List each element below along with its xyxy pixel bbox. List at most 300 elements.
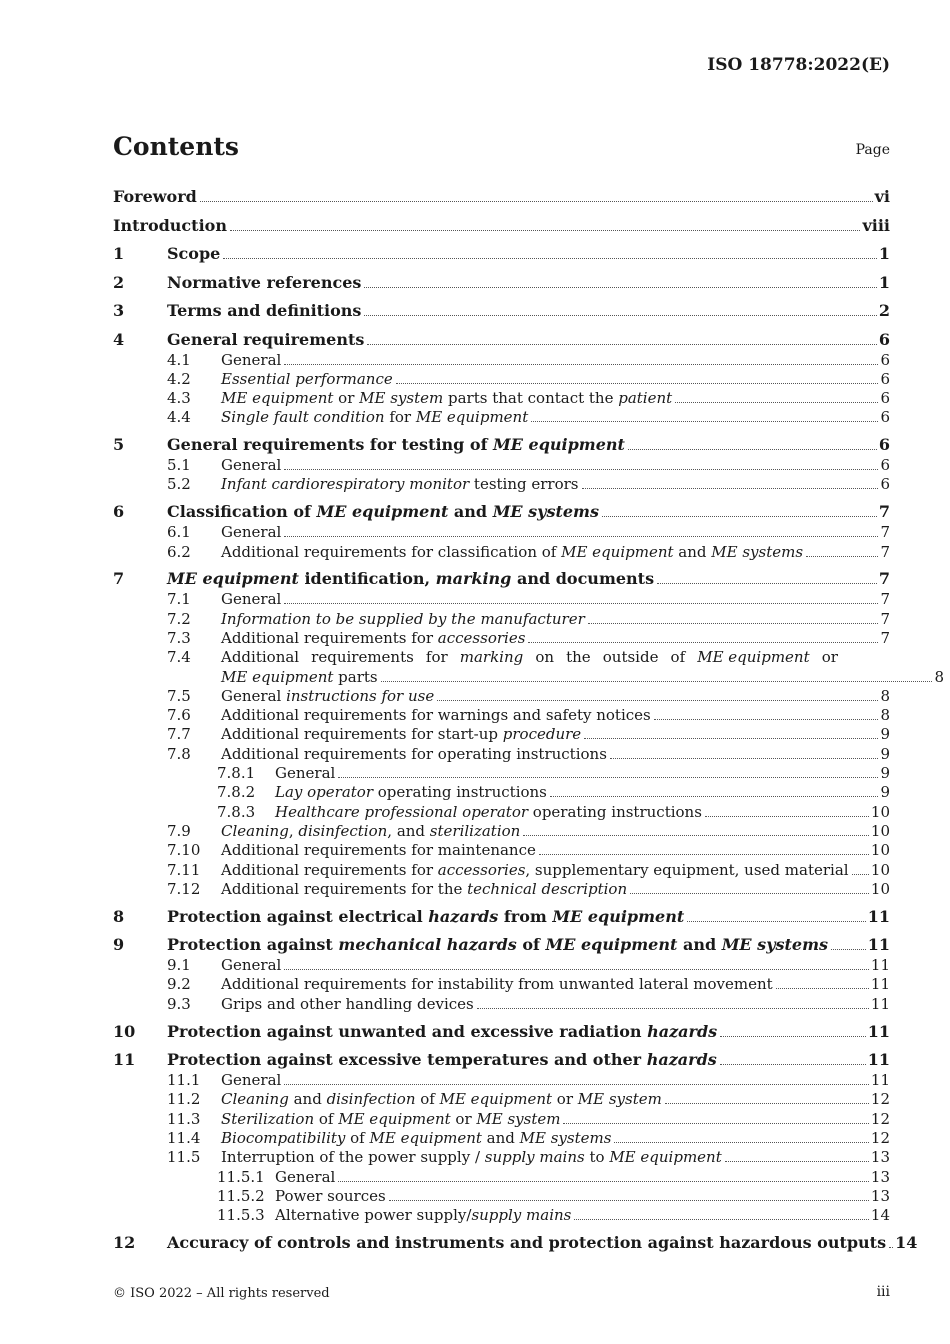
toc-entry-word: Additional	[221, 648, 300, 667]
toc-entry-text: Sterilization	[221, 1109, 315, 1128]
toc-entry-page: 7	[880, 609, 890, 628]
toc-entry[interactable]	[113, 1021, 890, 1043]
toc-entry[interactable]	[113, 803, 890, 822]
toc-entry-text: and	[448, 502, 493, 522]
page-column-label: Page	[855, 142, 890, 158]
toc-entry-page: 7	[878, 502, 890, 522]
toc-entry-number: 7.10	[167, 841, 201, 860]
toc-entry-page: 6	[880, 350, 890, 369]
toc-entry-page: 9	[880, 725, 890, 744]
toc-entry-title	[221, 610, 585, 629]
dot-leader	[657, 583, 877, 584]
dot-leader	[675, 402, 878, 403]
toc-entry-text: patient	[618, 389, 673, 408]
toc-entry-title	[221, 995, 474, 1014]
footer-copyright: © ISO 2022 – All rights reserved	[113, 1286, 330, 1301]
dot-leader	[654, 719, 879, 720]
dot-leader	[687, 921, 865, 922]
toc-entry-number: 1	[113, 244, 125, 263]
toc-entry[interactable]	[113, 568, 890, 590]
toc-entry-page: 11	[870, 956, 890, 975]
toc-entry-text: General	[221, 1071, 282, 1090]
toc-entry-number: 9	[113, 935, 125, 955]
toc-entry-page: 8	[880, 706, 890, 725]
toc-entry[interactable]	[113, 687, 890, 706]
toc-entry-text: operating instructions	[528, 802, 702, 821]
toc-entry-page: 6	[878, 435, 890, 455]
toc-entry-text: Cleaning	[221, 821, 289, 840]
toc-entry-text: Additional requirements for	[221, 860, 438, 879]
toc-entry-title	[221, 523, 281, 542]
toc-entry-number: 5.1	[167, 456, 191, 475]
toc-entry-title	[221, 389, 672, 408]
toc-entry-text: Accuracy of controls and instruments and protection against hazardous outputs	[167, 1232, 887, 1252]
toc-entry-title	[275, 783, 547, 802]
toc-entry-title	[221, 456, 281, 475]
toc-entry-text: mechanical hazards	[338, 935, 517, 955]
toc-entry-text: Classification of	[167, 502, 317, 522]
dot-leader	[389, 1200, 869, 1201]
toc-entry[interactable]	[113, 934, 890, 956]
toc-entry[interactable]	[113, 1090, 890, 1109]
toc-entry-number: 7.4	[167, 648, 191, 667]
dot-leader	[630, 893, 869, 894]
toc-entry-number: 11.5	[167, 1148, 201, 1167]
page-title: Contents	[113, 132, 240, 161]
toc-entry-page: 8	[934, 667, 944, 686]
dot-leader	[588, 623, 879, 624]
dot-leader	[338, 1181, 869, 1182]
toc-entry-text: ME equipment	[167, 569, 299, 589]
toc-entry-title	[167, 434, 625, 456]
toc-entry-title	[167, 272, 361, 294]
toc-entry-number: 11.5.1	[217, 1167, 265, 1186]
toc-entry-title	[275, 803, 702, 822]
toc-entry-title	[221, 351, 281, 370]
toc-entry-page: 1	[878, 272, 890, 292]
dot-leader	[582, 488, 879, 489]
toc-entry-number: 9.2	[167, 975, 191, 994]
toc-entry-page: 9	[880, 744, 890, 763]
toc-entry[interactable]	[113, 475, 890, 494]
toc-entry-text: parts that contact the	[443, 389, 619, 408]
toc-entry-word: for	[425, 648, 448, 667]
toc-entry-number: 7.8	[167, 744, 191, 763]
toc-entry-title	[221, 1148, 722, 1167]
toc-entry-text: and	[481, 1128, 520, 1147]
toc-entry-word: of	[670, 648, 686, 667]
toc-entry-text: Healthcare professional operator	[275, 802, 529, 821]
toc-entry[interactable]	[113, 272, 890, 294]
toc-entry-title	[221, 841, 536, 860]
toc-entry[interactable]	[113, 590, 890, 609]
toc-entry[interactable]	[113, 861, 890, 880]
toc-entry-text: Essential performance	[221, 369, 393, 388]
toc-entry-line	[221, 648, 890, 667]
toc-entry-number: 7.1	[167, 590, 191, 609]
toc-entry[interactable]	[113, 215, 890, 237]
dot-leader	[776, 988, 869, 989]
toc-entry-page: 2	[878, 301, 890, 320]
toc-entry-text: for	[384, 408, 416, 427]
toc-entry-number: 7.3	[167, 628, 191, 647]
toc-entry[interactable]	[113, 1168, 890, 1187]
toc-entry[interactable]	[113, 906, 890, 928]
toc-entry-number: 2	[113, 272, 125, 292]
toc-entry-number: 7	[113, 569, 125, 589]
toc-entry-text: Additional requirements for classification of	[221, 542, 562, 561]
toc-entry-page: 13	[870, 1186, 890, 1205]
toc-entry-number: 7.9	[167, 821, 191, 840]
dot-leader	[610, 758, 879, 759]
toc-entry-number: 7.8.2	[217, 783, 256, 802]
toc-entry[interactable]	[113, 822, 890, 841]
toc-entry-title	[275, 1187, 386, 1206]
toc-entry[interactable]	[113, 1129, 890, 1148]
toc-entry-text: accessories	[437, 628, 526, 647]
dot-leader	[528, 642, 878, 643]
toc-entry-text: General	[221, 590, 282, 609]
toc-entry-page: 1	[878, 244, 890, 263]
toc-entry[interactable]	[113, 880, 890, 899]
toc-entry-title	[221, 543, 803, 562]
toc-entry-text: Biocompatibility	[221, 1128, 346, 1147]
toc-entry-text: Protection against	[167, 935, 339, 955]
table-of-contents	[113, 186, 944, 1254]
dot-leader	[284, 536, 878, 537]
toc-entry-text: Normative references	[167, 272, 362, 292]
toc-entry-title	[167, 243, 220, 265]
toc-entry-number: 11.2	[167, 1090, 201, 1109]
toc-entry-title	[221, 687, 434, 706]
toc-entry[interactable]	[113, 351, 890, 370]
toc-entry-number: 7.5	[167, 686, 191, 705]
toc-entry-text: ME equipment	[609, 1148, 722, 1167]
toc-entry[interactable]	[113, 501, 890, 523]
toc-entry-text: ME systems	[711, 542, 804, 561]
toc-entry-text: ME equipment	[221, 389, 334, 408]
toc-entry[interactable]	[113, 543, 890, 562]
toc-entry-text: operating instructions	[373, 783, 547, 802]
toc-entry-text: accessories	[437, 860, 526, 879]
toc-entry-title	[113, 215, 227, 237]
toc-entry[interactable]	[113, 1071, 890, 1090]
toc-entry-page: vi	[874, 187, 890, 206]
toc-entry-text: instructions for use	[286, 686, 435, 705]
toc-entry-number: 6.2	[167, 542, 191, 561]
toc-entry-word: or	[821, 648, 838, 667]
toc-entry-title	[167, 1021, 717, 1043]
toc-entry-title	[221, 590, 281, 609]
toc-entry-number: 11.5.2	[217, 1186, 265, 1205]
toc-entry-number: 5.2	[167, 475, 191, 494]
dot-leader	[367, 344, 877, 345]
toc-entry[interactable]	[113, 186, 890, 208]
toc-entry-text: ME system	[359, 389, 444, 408]
toc-entry-title	[275, 764, 335, 783]
dot-leader	[200, 201, 873, 202]
toc-entry-text: technical description	[467, 879, 628, 898]
toc-entry-text: ME equipment	[415, 408, 529, 427]
toc-entry-title	[221, 956, 281, 975]
toc-entry-title	[221, 1110, 560, 1129]
dot-leader	[831, 949, 866, 950]
toc-entry[interactable]	[113, 1232, 918, 1254]
toc-entry-page: 11	[867, 935, 890, 955]
toc-entry-text: Additional requirements for instability from unwanted lateral movement	[221, 975, 773, 994]
dot-leader	[477, 1008, 869, 1009]
toc-entry-text: hazards	[647, 1021, 718, 1041]
dot-leader	[284, 1084, 869, 1085]
toc-entry-text: Additional requirements for operating instructions	[221, 744, 607, 763]
toc-entry-number: 8	[113, 906, 125, 926]
toc-entry-text: parts	[333, 667, 378, 686]
dot-leader	[665, 1103, 869, 1104]
toc-entry-number: 12	[113, 1232, 136, 1252]
toc-entry-text: marking	[435, 569, 512, 589]
dot-leader	[284, 969, 869, 970]
dot-leader	[396, 383, 879, 384]
toc-entry[interactable]	[113, 1110, 890, 1129]
toc-entry-text: Foreword	[113, 187, 197, 206]
toc-entry-title	[221, 1090, 662, 1109]
dot-leader	[550, 796, 879, 797]
toc-entry-title	[221, 822, 520, 841]
toc-entry-text: from	[498, 906, 553, 926]
toc-entry-page: 14	[895, 1232, 918, 1252]
toc-entry-page: viii	[862, 215, 890, 235]
dot-leader	[889, 1247, 893, 1248]
toc-entry-title	[221, 975, 773, 994]
toc-entry-number: 4.4	[167, 408, 191, 427]
toc-entry-text: ME systems	[721, 935, 828, 955]
toc-entry-page: 10	[870, 802, 890, 821]
toc-entry[interactable]	[113, 329, 890, 351]
toc-entry-text: , and	[387, 821, 430, 840]
dot-leader	[364, 287, 876, 288]
toc-entry-page: 10	[870, 821, 890, 840]
toc-entry-text: Grips and other handling devices	[221, 994, 474, 1013]
toc-entry[interactable]	[113, 523, 890, 542]
toc-entry-text: Protection against electrical	[167, 906, 429, 926]
toc-entry-number: 6.1	[167, 523, 191, 542]
toc-entry[interactable]	[113, 725, 890, 744]
toc-entry-text: ME systems	[492, 502, 599, 522]
toc-entry-page: 7	[878, 569, 890, 589]
toc-entry-number: 7.6	[167, 706, 191, 725]
toc-entry-title	[167, 568, 654, 590]
toc-entry-number: 5	[113, 435, 125, 455]
toc-entry-title	[221, 370, 393, 389]
dot-leader	[614, 1142, 868, 1143]
toc-entry[interactable]	[113, 243, 890, 265]
dot-leader	[531, 421, 878, 422]
toc-entry-word: marking	[459, 648, 524, 667]
toc-entry-text: ME system	[476, 1109, 561, 1128]
toc-entry-text: of	[314, 1109, 339, 1128]
toc-entry-number: 6	[113, 502, 125, 522]
toc-entry-page: 6	[880, 456, 890, 475]
dot-leader	[381, 681, 933, 682]
toc-entry-number: 9.1	[167, 956, 191, 975]
toc-entry-number: 4	[113, 329, 125, 349]
dot-leader	[628, 449, 877, 450]
dot-leader	[574, 1219, 869, 1220]
toc-entry-number: 7.8.3	[217, 802, 256, 821]
toc-entry-number: 4.1	[167, 350, 191, 369]
toc-entry-page: 7	[880, 523, 890, 542]
toc-entry-title	[167, 934, 828, 956]
toc-entry-text: supply mains	[484, 1148, 585, 1167]
toc-entry-text: and	[288, 1090, 327, 1109]
toc-entry-text: supply mains	[471, 1206, 572, 1225]
toc-entry-text: Information to be supplied by the manufacturer	[221, 609, 585, 628]
toc-entry-page: 11	[867, 1050, 890, 1070]
toc-entry-word: ME equipment	[697, 648, 810, 667]
toc-entry-text: General	[221, 956, 282, 975]
dot-leader	[563, 1123, 868, 1124]
toc-entry-page: 11	[870, 975, 890, 994]
toc-entry[interactable]	[113, 1206, 890, 1225]
toc-entry-text: testing errors	[469, 475, 579, 494]
toc-entry[interactable]	[113, 1049, 890, 1071]
title-row	[113, 132, 890, 166]
toc-entry-number: 7.12	[167, 879, 201, 898]
toc-entry[interactable]	[113, 975, 890, 994]
toc-entry[interactable]	[113, 956, 890, 975]
toc-entry-text: ME equipment	[545, 935, 678, 955]
dot-leader	[725, 1161, 869, 1162]
toc-entry-text: to	[584, 1148, 610, 1167]
toc-entry[interactable]	[113, 456, 890, 475]
toc-entry-text: Additional requirements for the	[221, 879, 468, 898]
dot-leader	[705, 816, 869, 817]
dot-leader	[852, 874, 869, 875]
toc-entry-text: General	[221, 523, 282, 542]
toc-entry-word: requirements	[311, 648, 414, 667]
toc-entry-text: ME system	[577, 1090, 662, 1109]
toc-entry-page: 7	[880, 542, 890, 561]
dot-leader	[364, 315, 876, 316]
toc-entry-page: 7	[880, 590, 890, 609]
dot-leader	[720, 1064, 866, 1065]
toc-entry-title	[167, 329, 364, 351]
toc-entry-text: ME equipment	[338, 1109, 451, 1128]
toc-entry-page: 10	[870, 879, 890, 898]
toc-entry-title	[167, 1232, 886, 1254]
toc-entry-number: 3	[113, 301, 125, 320]
toc-entry-page: 14	[870, 1206, 890, 1225]
toc-entry-page: 10	[870, 841, 890, 860]
toc-entry-page: 10	[870, 860, 890, 879]
dot-leader	[284, 603, 878, 604]
toc-entry-line	[167, 668, 944, 687]
toc-entry[interactable]	[113, 1148, 890, 1167]
toc-entry-text: ,	[288, 821, 299, 840]
toc-entry-text: of	[345, 1128, 370, 1147]
toc-entry-number: 11.3	[167, 1109, 201, 1128]
toc-entry-title	[275, 1206, 571, 1225]
toc-entry-text: and	[673, 542, 712, 561]
toc-entry-text: General	[275, 1167, 336, 1186]
toc-entry[interactable]	[113, 300, 890, 322]
toc-entry-title	[275, 1168, 335, 1187]
toc-entry-text: of	[516, 935, 546, 955]
toc-entry[interactable]	[113, 841, 890, 860]
toc-entry-text: disinfection	[298, 821, 388, 840]
toc-entry-text: or	[450, 1109, 477, 1128]
toc-entry-number: 4.3	[167, 389, 191, 408]
toc-entry-text: ME equipment	[561, 542, 674, 561]
toc-entry-text: General	[275, 764, 336, 783]
dot-leader	[539, 854, 869, 855]
toc-entry[interactable]	[113, 995, 890, 1014]
toc-entry[interactable]	[113, 745, 890, 764]
toc-entry-page: 11	[870, 994, 890, 1013]
toc-entry[interactable]	[113, 783, 890, 802]
toc-entry-text: ME equipment	[221, 667, 334, 686]
toc-entry-text: ME equipment	[552, 906, 685, 926]
dot-leader	[584, 738, 878, 739]
toc-entry-page: 6	[878, 329, 890, 349]
toc-entry-text: ME equipment	[493, 435, 625, 455]
toc-entry-title	[221, 725, 581, 744]
toc-entry-text: Cleaning	[221, 1090, 289, 1109]
toc-entry-title	[221, 745, 607, 764]
toc-entry-text: Protection against excessive temperatures and other	[167, 1050, 647, 1070]
toc-entry-title	[113, 186, 197, 208]
dot-leader	[230, 230, 861, 231]
toc-entry-text: hazards	[646, 1050, 717, 1070]
toc-entry-number: 4.2	[167, 369, 191, 388]
toc-entry-text: ME equipment	[369, 1128, 482, 1147]
toc-entry[interactable]	[113, 648, 944, 687]
toc-entry[interactable]	[113, 629, 890, 648]
toc-entry[interactable]	[113, 408, 890, 427]
toc-entry-text: disinfection	[326, 1090, 416, 1109]
toc-entry-text: Additional requirements for start-up	[221, 725, 503, 744]
toc-entry-word: on	[535, 648, 555, 667]
toc-entry[interactable]	[113, 370, 890, 389]
toc-entry[interactable]	[113, 706, 890, 725]
toc-entry[interactable]	[113, 764, 890, 783]
toc-entry[interactable]	[113, 434, 890, 456]
toc-entry-text: , supplementary equipment, used material	[525, 860, 849, 879]
toc-entry-title	[221, 1129, 611, 1148]
toc-entry-text: General	[221, 350, 282, 369]
toc-entry-text: General	[221, 456, 282, 475]
dot-leader	[223, 258, 877, 259]
dot-leader	[523, 835, 869, 836]
toc-entry-text: ME equipment	[439, 1090, 553, 1109]
toc-entry-text: Alternative power supply/	[275, 1206, 472, 1225]
toc-entry-page: 6	[880, 408, 890, 427]
toc-entry-text: Introduction	[113, 215, 227, 235]
toc-entry-text: of	[415, 1090, 440, 1109]
toc-entry-text: Single fault condition	[221, 408, 385, 427]
document-id: ISO 18778:2022(E)	[707, 55, 890, 75]
toc-entry-text: Scope	[167, 244, 221, 263]
toc-entry-page: 7	[880, 628, 890, 647]
toc-entry[interactable]	[113, 389, 890, 408]
toc-entry-number: 11.4	[167, 1128, 201, 1147]
toc-entry-word: outside	[602, 648, 659, 667]
toc-entry[interactable]	[113, 1187, 890, 1206]
toc-entry[interactable]	[113, 610, 890, 629]
dot-leader	[602, 516, 877, 517]
toc-entry-page: 8	[880, 686, 890, 705]
dot-leader	[338, 777, 878, 778]
